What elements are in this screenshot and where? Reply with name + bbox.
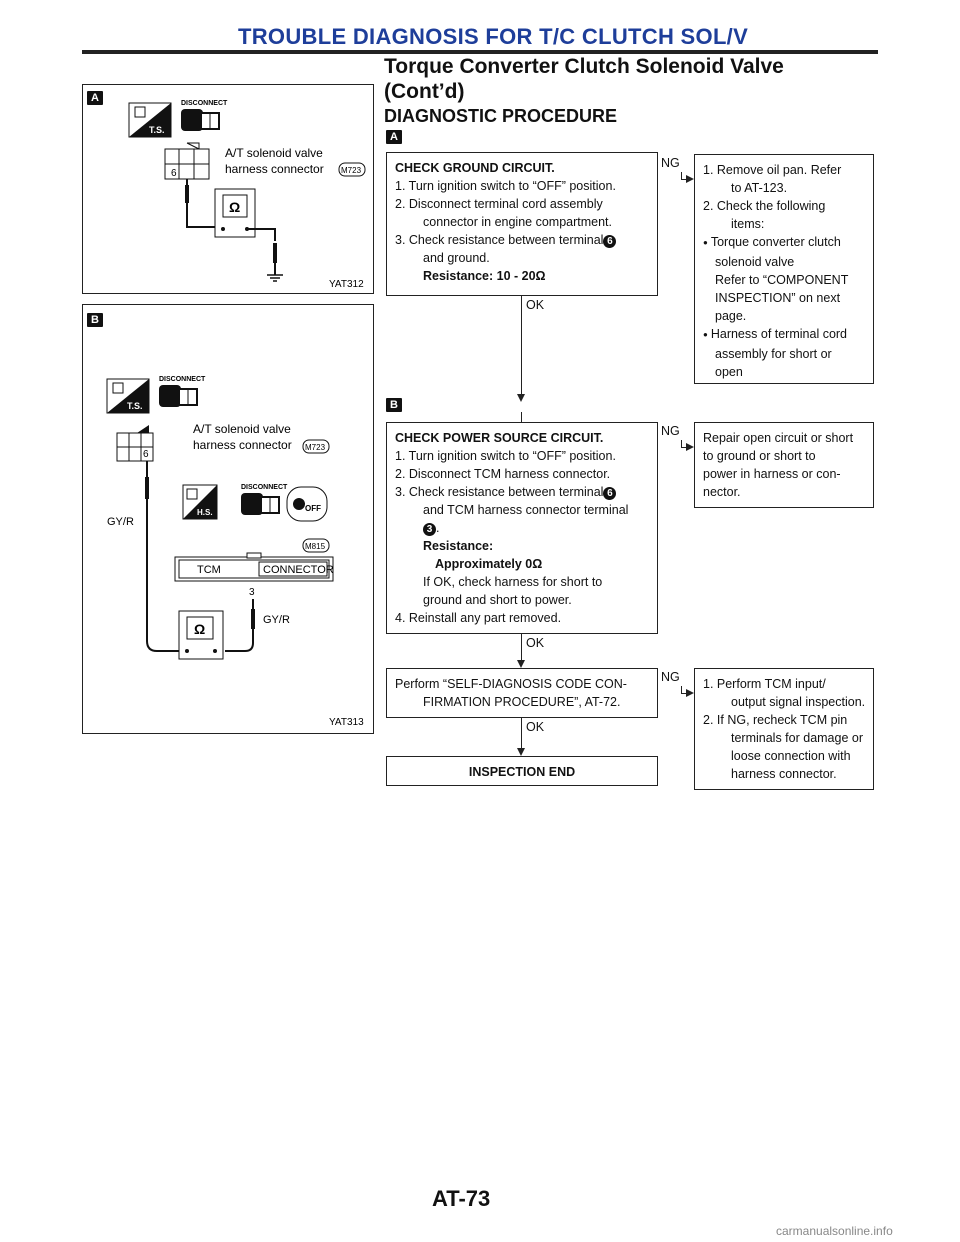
ohm-symbol-b: Ω: [194, 621, 206, 637]
step-text: 3. Check resistance between terminal: [395, 233, 604, 247]
step-line: page.: [715, 309, 747, 323]
arrow-right-icon: [686, 175, 694, 183]
ok-label-1: OK: [526, 298, 545, 312]
hs-label: H.S.: [197, 508, 213, 517]
ground-icon: [267, 275, 283, 281]
tcm-label: TCM: [197, 564, 221, 576]
arrow-down-icon: [517, 660, 525, 668]
resistance-value: Approximately 0Ω: [435, 557, 543, 571]
page-number: AT-73: [432, 1186, 491, 1211]
subtitle-line-2: (Cont’d): [384, 80, 465, 103]
connector-disconnect-icon: [181, 109, 219, 131]
inspection-end-box: [386, 756, 658, 786]
step-line: Perform “SELF-DIAGNOSIS CODE CON-: [395, 677, 627, 691]
check-ground-circuit-box: [386, 152, 658, 296]
tcm-connector-id-badge: M815: [305, 542, 326, 551]
ng-label-1: NG: [661, 156, 680, 170]
connector-label-b-line1: A/T solenoid valve: [193, 422, 291, 436]
ok-label-2: OK: [526, 636, 545, 650]
disconnect-label: DISCONNECT: [181, 100, 228, 107]
ng-label-2: NG: [661, 424, 680, 438]
ng-label-3: NG: [661, 670, 680, 684]
step-line: 4. Reinstall any part removed.: [395, 611, 562, 625]
connector-id-badge-b: M723: [305, 443, 326, 452]
step-line: solenoid valve: [715, 255, 795, 269]
step-line: items:: [731, 217, 765, 231]
tcm-pin-label: 3: [249, 587, 255, 598]
tag-a-figure: A: [87, 91, 103, 105]
connector-disconnect-icon-b2: [241, 493, 279, 515]
step-text: 3. Check resistance between terminal: [395, 485, 604, 499]
pin-label: 6: [171, 168, 177, 179]
box-title: CHECK POWER SOURCE CIRCUIT.: [395, 431, 604, 445]
box-title: CHECK GROUND CIRCUIT.: [395, 161, 555, 175]
page-subtitle: [384, 54, 784, 104]
step-line: and TCM harness connector terminal: [423, 503, 629, 517]
step-line: 1. Remove oil pan. Refer: [703, 163, 842, 177]
bullet-line: ● Torque converter clutch: [703, 233, 865, 253]
page-header-title: TROUBLE DIAGNOSIS FOR T/C CLUTCH SOL/V: [238, 24, 749, 49]
step-line: power in harness or con-: [703, 467, 841, 481]
step-line: If OK, check harness for short to: [423, 575, 603, 589]
step-line: 1. Turn ignition switch to “OFF” position.: [395, 179, 616, 193]
ts-icon: [129, 103, 171, 137]
step-line: connector in engine compartment.: [423, 215, 612, 229]
ohm-symbol: Ω: [229, 199, 241, 215]
step-line: terminals for damage or: [731, 731, 864, 745]
connector-label-line2: harness connector: [225, 162, 324, 176]
terminal-badge: 6: [603, 487, 616, 500]
step-line: FIRMATION PROCEDURE”, AT-72.: [423, 695, 621, 709]
step-line: [395, 231, 649, 249]
arrow-right-icon: [686, 443, 694, 451]
step-line: assembly for short or: [715, 347, 832, 361]
connector-label-b-line2: harness connector: [193, 438, 292, 452]
disconnect-label-b2: DISCONNECT: [241, 484, 288, 491]
pin-label-b: 6: [143, 449, 149, 460]
step-line: nector.: [703, 485, 741, 499]
resistance-spec: Resistance:: [423, 539, 494, 553]
step-line: 2. If NG, recheck TCM pin: [703, 713, 848, 727]
subtitle-line-1: Torque Converter Clutch Solenoid Valve: [384, 55, 784, 78]
inspection-end-label: INSPECTION END: [468, 765, 576, 779]
step-line: to AT-123.: [731, 181, 788, 195]
step-line: and ground.: [423, 251, 490, 265]
step-line: harness connector.: [731, 767, 837, 781]
figure-b-panel: [82, 304, 374, 734]
terminal-badge: 6: [603, 235, 616, 248]
section-title: DIAGNOSTIC PROCEDURE: [384, 106, 618, 126]
terminal-badge: 3: [423, 523, 436, 536]
tag-b-figure: B: [87, 313, 103, 327]
step-line: Refer to “COMPONENT: [715, 273, 849, 287]
tag-b-flow: B: [386, 398, 402, 412]
ohmmeter-icon-b: [179, 611, 223, 659]
connector-label-line1: A/T solenoid valve: [225, 146, 323, 160]
figure-a-diagram: [83, 85, 373, 293]
wire-label-left: GY/R: [107, 516, 134, 528]
figure-code: YAT312: [329, 279, 364, 290]
resistance-spec: Resistance: 10 - 20Ω: [423, 269, 546, 283]
check-power-source-box: [386, 422, 658, 634]
self-diagnosis-ng-box: [694, 668, 874, 790]
ts-label: T.S.: [149, 125, 165, 135]
step-line: ground and short to power.: [423, 593, 572, 607]
connector-line: [521, 296, 522, 396]
arrow-right-icon: [686, 689, 694, 697]
off-label: OFF: [305, 504, 321, 513]
bullet-line: ● Harness of terminal cord: [703, 325, 865, 345]
ts-icon-b: [107, 379, 149, 413]
figure-b-diagram: [83, 305, 373, 733]
figure-a-panel: [82, 84, 374, 294]
ok-label-3: OK: [526, 720, 545, 734]
tag-a-flow: A: [386, 130, 402, 144]
step-line: [395, 519, 649, 537]
connector-line: [521, 412, 522, 422]
wire-label-right: GY/R: [263, 614, 290, 626]
step-line: loose connection with: [731, 749, 851, 763]
step-line: INSPECTION” on next: [715, 291, 841, 305]
disconnect-label-b: DISCONNECT: [159, 376, 206, 383]
arrow-down-icon: [517, 748, 525, 756]
hs-icon: [183, 485, 217, 519]
step-line: to ground or short to: [703, 449, 816, 463]
ignition-key-off-icon: [287, 487, 327, 521]
connector-id-badge: M723: [341, 166, 362, 175]
self-diagnosis-box: [386, 668, 658, 718]
step-line: 2. Disconnect TCM harness connector.: [395, 467, 611, 481]
step-text: .: [436, 521, 440, 535]
watermark: carmanualsonline.info: [776, 1224, 893, 1238]
step-line: 1. Perform TCM input/: [703, 677, 826, 691]
step-line: [395, 483, 649, 501]
step-line: 2. Disconnect terminal cord assembly: [395, 197, 603, 211]
step-line: 1. Turn ignition switch to “OFF” position.: [395, 449, 616, 463]
ts-label-b: T.S.: [127, 401, 143, 411]
connector-line: [521, 718, 522, 750]
step-line: open: [715, 365, 743, 379]
check-ground-ng-box: [694, 154, 874, 384]
arrow-down-icon: [517, 394, 525, 402]
connector-disconnect-icon-b: [159, 385, 197, 407]
power-source-ng-box: [694, 422, 874, 508]
step-line: output signal inspection.: [731, 695, 866, 709]
step-line: Repair open circuit or short: [703, 431, 854, 445]
tcm-connector-label: CONNECTOR: [263, 564, 334, 576]
step-line: 2. Check the following: [703, 199, 826, 213]
figure-code-b: YAT313: [329, 717, 364, 728]
